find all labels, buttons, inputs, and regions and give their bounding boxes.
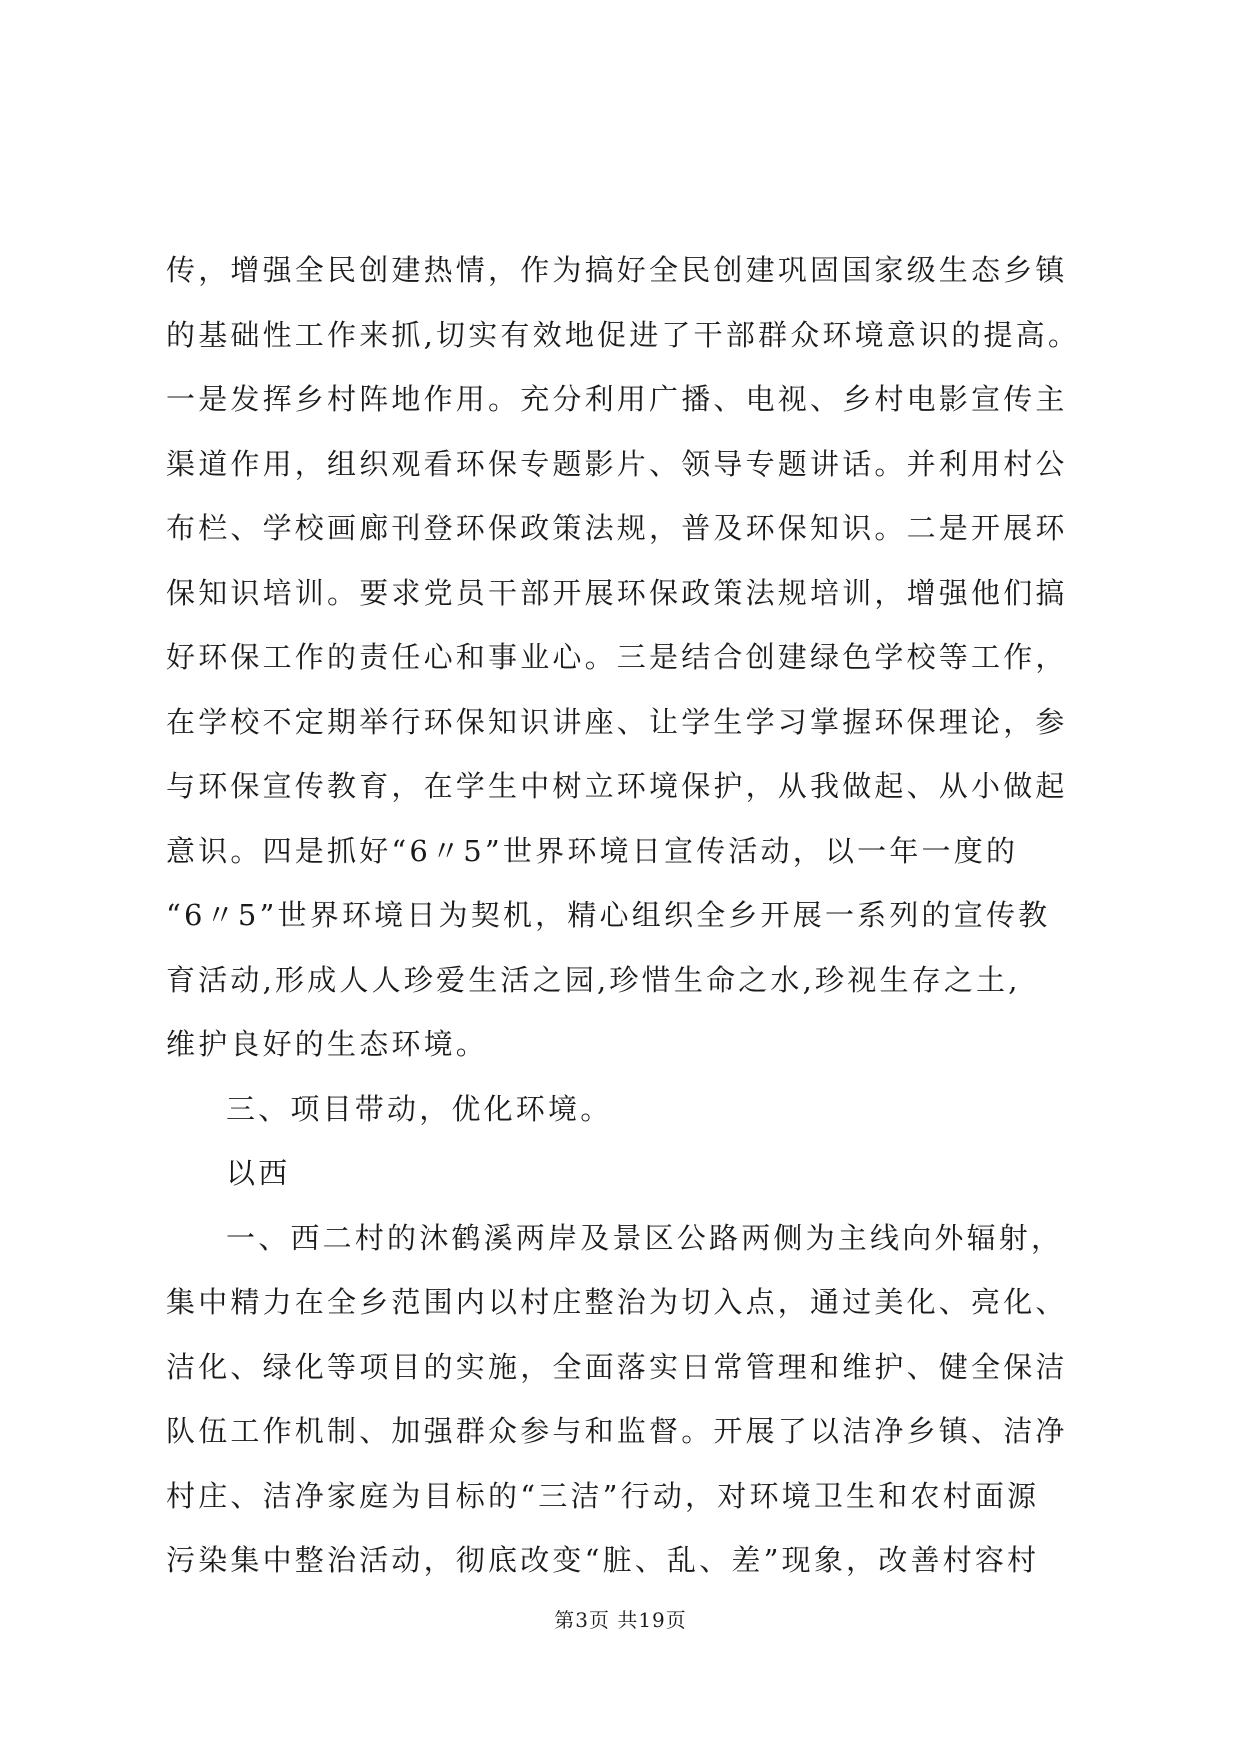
text-line: 村庄、洁净家庭为目标的“三洁”行动，对环境卫生和农村面源 [166, 1478, 1040, 1513]
text-line: 集中精力在全乡范围内以村庄整治为切入点，通过美化、亮化、 [166, 1285, 1068, 1319]
text-line: 育活动,形成人人珍爱生活之园,珍惜生命之水,珍视生存之土, [166, 962, 1021, 997]
text-line: 渠道作用，组织观看环保专题影片、领导专题讲话。并利用村公 [166, 446, 1068, 481]
text-line: 好环保工作的责任心和事业心。三是结合创建绿色学校等工作， [166, 640, 1068, 674]
text-line: “6〃5”世界环境日为契机，精心组织全乡开展一系列的宣传教 [166, 898, 1051, 932]
body-text [166, 238, 1096, 1593]
text-line: 传，增强全民创建热情，作为搞好全民创建巩固国家级生态乡镇 [166, 253, 1068, 287]
text-line: 意识。四是抓好“6〃5”世界环境日宣传活动，以一年一度的 [166, 833, 1019, 868]
text-line: 在学校不定期举行环保知识讲座、让学生学习掌握环保理论，参 [166, 704, 1068, 739]
text-line: 一、西二村的沐鹤溪两岸及景区公路两侧为主线向外辐射， [226, 1220, 1064, 1255]
text-line: 一是发挥乡村阵地作用。充分利用广播、电视、乡村电影宣传主 [166, 382, 1068, 416]
text-line: 的基础性工作来抓,切实有效地促进了干部群众环境意识的提高。 [166, 317, 1081, 352]
text-line: 布栏、学校画廊刊登环保政策法规，普及环保知识。二是开展环 [166, 511, 1068, 545]
text-line: 保知识培训。要求党员干部开展环保政策法规培训，增强他们搞 [166, 575, 1068, 610]
text-line: 队伍工作机制、加强群众参与和监督。开展了以洁净乡镇、洁净 [166, 1414, 1068, 1448]
section-heading: 三、项目带动，优化环境。 [226, 1091, 613, 1126]
page-number-footer: 第3页 共19页 [554, 1608, 687, 1632]
text-line: 与环保宣传教育，在学生中树立环境保护，从我做起、从小做起 [166, 769, 1068, 803]
text-line: 以西 [226, 1156, 291, 1190]
text-line: 洁化、绿化等项目的实施，全面落实日常管理和维护、健全保洁 [166, 1349, 1068, 1384]
text-line: 污染集中整治活动，彻底改变“脏、乱、差”现象，改善村容村 [166, 1543, 1040, 1577]
text-line: 维护良好的生态环境。 [166, 1027, 489, 1061]
